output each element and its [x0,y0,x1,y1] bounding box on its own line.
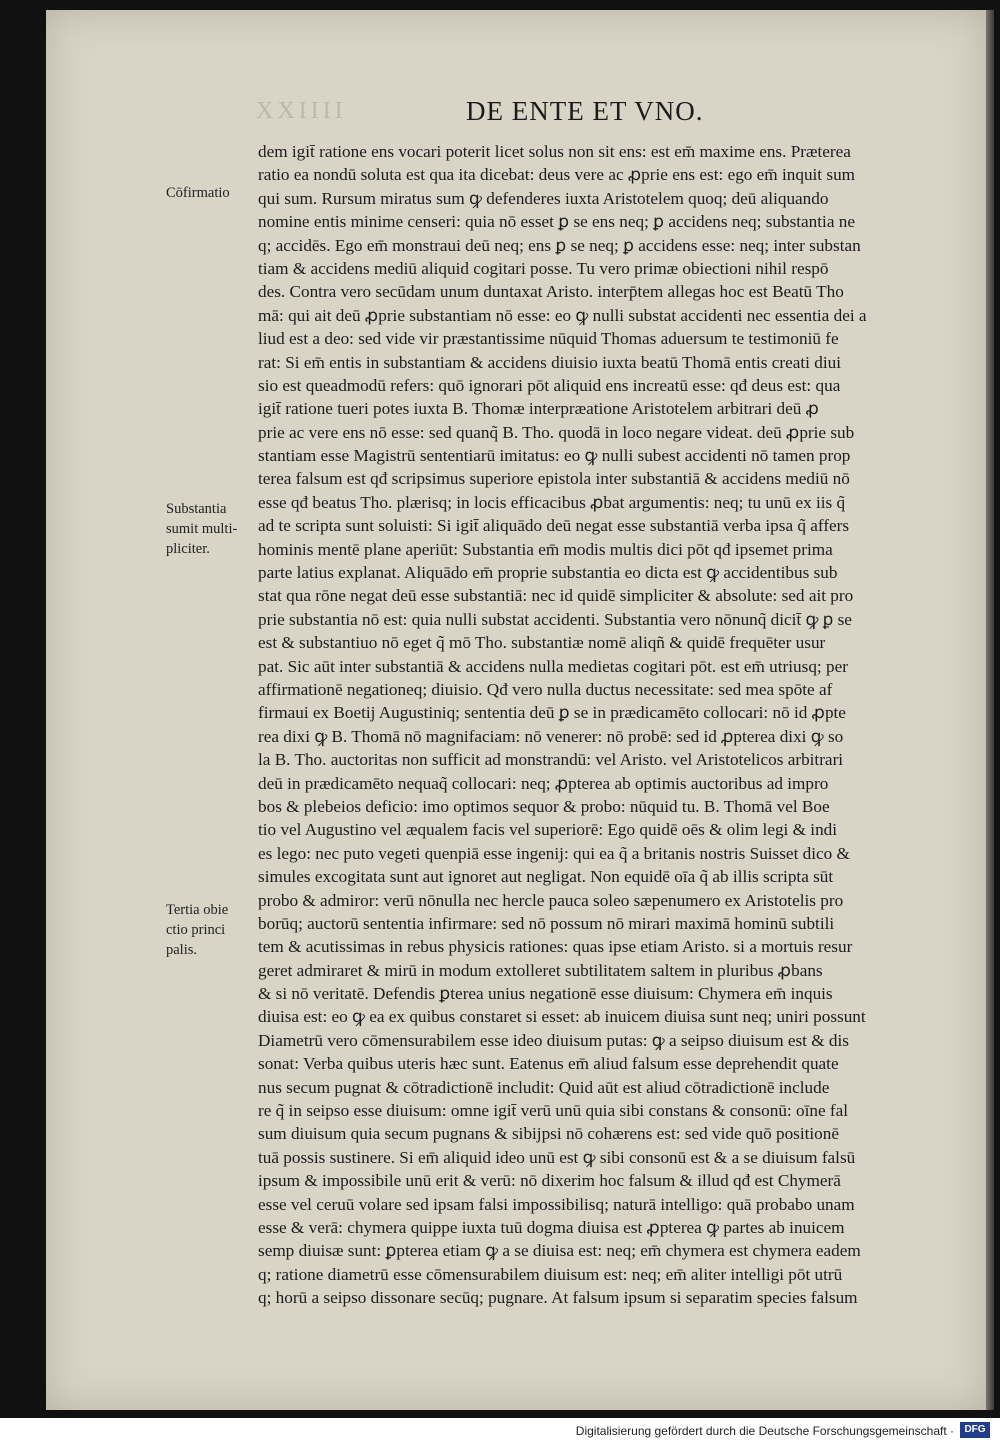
text-line: q; accidēs. Ego em̄ monstraui deū neq; ens ꝑ se neq; ꝑ accidens esse: neq; inter substan [258,235,861,255]
text-line: sum diuisum quia secum pugnans & sibijpsi nō cohærens est: sed vide quō positionē [258,1124,839,1144]
text-line: stantiam esse Magistrū sententiarū imitatus: eo ꝙ nulli subest accidenti nō tamen prop [258,446,851,466]
marginal-note-line: palis. [166,942,198,958]
text-line: stat qua rōne negat deū esse substantiā: nec id quidē simpliciter & absolute: sed ait pro [258,586,854,606]
marginal-note-tertia-obiectio [166,900,258,960]
marginal-note-line: Tertia obie [166,902,229,918]
marginal-note-line: Cōfirmatio [166,185,230,201]
text-line: qui sum. Rursum miratus sum ꝙ defenderes iuxta Aristotelem quoq; deū aliquando [258,188,829,208]
text-line: ad te scripta sunt soluisti: Si igit̄ aliquādo deū negat esse substantiā verba ipsa q̃ affers [258,516,850,536]
text-line: q; horū a seipso dissonare secūq; pugnare. At falsum ipsum si separatim species falsum [258,1288,858,1308]
text-line: tem & acutissimas in rebus physicis rationes: quas ipse etiam Aristo. si a mortuis resur [258,937,853,957]
text-line: liud est a deo: sed vide vir præstantissime nūquid Thomas aduersum te testimoniū fe [258,329,839,349]
text-line: mā: qui ait deū ꝓprie substantiam nō esse: eo ꝙ nulli substat accidenti nec essentia dei a [258,305,867,325]
text-line: prie substantia nō est: quia nulli substat accidenti. Substantia vero nōnunq̃ dicit̄ ꝙ ꝑ se [258,609,852,629]
text-line: parte latius explanat. Aliquādo em̄ proprie substantia eo dicta est ꝙ accidentibus sub [258,563,838,583]
text-line: Diametrū vero cōmensurabilem esse ideo diuisum putas: ꝙ a seipso diuisum est & dis [258,1030,849,1050]
text-line: rat: Si em̄ entis in substantiam & accidens diuisio iuxta beatū Thomā entis creati diui [258,352,841,372]
text-line: re q̃ in seipso esse diuisum: omne igit̄ verū unū quia sibi constans & consonū: oīne fal [258,1101,849,1121]
marginal-note-confirmatio [166,183,258,203]
text-line: tio vel Augustino vel æqualem facis vel superiorē: Ego quidē oēs & olim legi & indi [258,820,838,840]
marginal-note-line: pliciter. [166,541,210,557]
text-line: geret admiraret & mirū in modum extolleret subtilitatem saltem in pluribus ꝓbans [258,960,823,980]
text-line: diuisa est: eo ꝙ ea ex quibus constaret si esset: ab inuicem diuisa sunt neq; uniri possunt [258,1007,866,1027]
text-line: simules excogitata sunt aut ignoret aut negligat. Non equidē oīa q̃ ab illis scripta sūt [258,867,834,887]
text-line: semp diuisæ sunt: ꝑpterea etiam ꝙ a se diuisa est: neq; em̄ chymera est chymera eadem [258,1241,861,1261]
text-line: terea falsum est qđ scripsimus superiore epistola inter substantiā & accidens mediū nō [258,469,850,489]
text-line: rea dixi ꝙ B. Thomā nō magnifaciam: nō venerer: nō probē: sed id ꝓpterea dixi ꝙ so [258,726,844,746]
text-line: & si nō veritatē. Defendis ꝑterea unius negationē esse diuisum: Chymera em̄ inquis [258,984,833,1004]
text-line: q; ratione diametrū esse cōmensurabilem diuisum est: neq; em̄ aliter intelligi pōt utrū [258,1264,843,1284]
text-line: nomine entis minime censeri: quia nō esset ꝑ se ens neq; ꝑ accidens neq; substantia ne [258,212,855,232]
marginal-note-substantia [166,499,258,559]
text-line: tuā possis sustinere. Si em̄ aliquid ideo unū est ꝙ sibi consonū est & a se diuisum falsū [258,1147,856,1167]
marginal-note-line: ctio princi [166,922,226,938]
text-line: deū in prædicamēto nequaq̃ collocari: neq; ꝓpterea ab optimis auctoribus ad impro [258,773,829,793]
show-through-heading: XXIIII [256,98,347,124]
text-line: bos & plebeios deficio: imo optimos sequor & probo: nūquid tu. B. Thomā vel Boe [258,796,830,816]
page-edge [986,10,994,1410]
text-line: esse qđ beatus Tho. plærisq; in locis efficacibus ꝓbat argumentis: neq; tu unū ex iis q̃ [258,492,846,512]
text-line: esse vel ceruū volare sed ipsam falsi impossibilisq; naturā intelligo: quā probabo unam [258,1194,855,1214]
text-line: firmaui ex Boetij Augustiniq; sententia deū ꝑ se in prædicamēto collocari: nō id ꝓpte [258,703,846,723]
text-line: sonat: Verba quibus uteris hæc sunt. Eatenus em̄ aliud falsum esse deprehendit quate [258,1054,839,1074]
text-line: tiam & accidens mediū aliquid cogitari posse. Tu vero primæ obiectioni nihil respō [258,258,829,278]
dfg-logo-icon: DFG [960,1422,990,1438]
text-line: igit̄ ratione tueri potes iuxta B. Thomæ interpræatione Aristotelem arbitrari deū ꝓ [258,399,819,419]
text-line: dem igit̄ ratione ens vocari poterit licet solus non sit ens: est em̄ maxime ens. Præterea [258,142,851,161]
text-line: ratio ea nondū soluta est qua ita dicebat: deus vere ac ꝓprie ens est: ego em̄ inquit sum [258,165,856,185]
text-line: ipsum & impossibile unū erit & verū: nō dixerim hoc falsum & illud qđ est Chymerā [258,1171,841,1191]
text-line: borūq; auctorū sententia infirmare: sed nō possum nō mirari maximā hominū subtili [258,913,835,933]
text-line: affirmationē negationeq; diuisio. Qđ vero nulla ductus necessitate: sed mea spōte af [258,679,833,699]
text-line: pat. Sic aūt inter substantiā & accidens nulla medietas cogitari pōt. est em̄ utriusq; per [258,656,848,676]
text-line: esse & verā: chymera quippe iuxta tuū dogma diuisa est ꝓpterea ꝙ partes ab inuicem [258,1217,845,1237]
marginal-note-line: Substantia [166,501,227,517]
body-text-block [258,140,926,1310]
funding-credit: Digitalisierung gefördert durch die Deutsche Forschungsgemeinschaft · [575,1424,954,1438]
text-line: hominis mentē plane aperiūt: Substantia em̄ modis multis dici pōt qđ ipsemet prima [258,539,833,559]
text-line: la B. Tho. auctoritas non sufficit ad monstrandū: vel Aristo. vel Aristotelicos arbitrari [258,750,844,770]
text-line: es lego: nec puto vegeti quenpiā esse ingenij: qui ea q̃ a britanis nostris Suisset dico & [258,843,850,863]
text-line: prie ac vere ens nō esse: sed quanq̃ B. Tho. quodā in loco negare videat. deū ꝓprie sub [258,422,855,442]
text-line: des. Contra vero secūdam unum duntaxat Aristo. interp̄tem allegas hoc est Beatū Tho [258,282,844,302]
text-line: sio est queadmodū refers: quō ignorari pōt aliquid ens increatū esse: qđ deus est: qua [258,375,841,395]
text-line: probo & admiror: verū nōnulla nec hercle pauca soleo sæpenumero ex Aristotelis pro [258,890,844,910]
text-line: est & substantiuo nō eget q̃ mō Tho. substantiæ nomē aliqñ & quidē frequēter usur [258,633,826,653]
running-head: DE ENTE ET VNO. [466,96,704,126]
marginal-note-line: sumit multi- [166,521,238,537]
text-line: nus secum pugnat & cōtradictionē includit: Quid aūt est aliud cōtradictionē include [258,1077,830,1097]
